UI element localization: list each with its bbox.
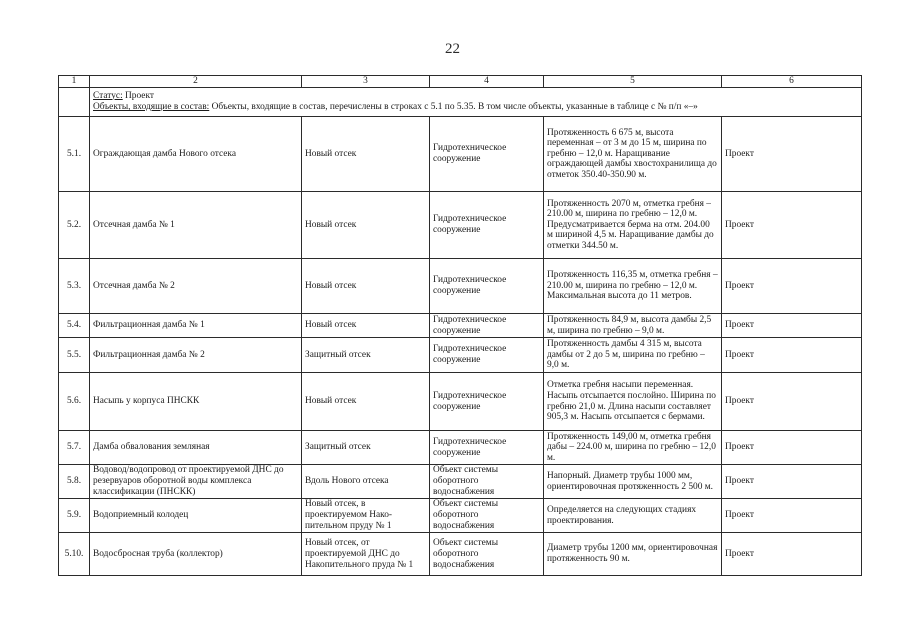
object-description: Протяженность 6 675 м, высота переменная – от 3 м до 15 м, ширина по гребню – 12,0 м. Наращивание ограждающей дамбы хвостохранилища до отметок 350.40-350.90 м. xyxy=(544,117,722,192)
object-description: Протяженность 149,00 м, отметка гребня дабы – 224.00 м, ширина по гребню – 12,0 м. xyxy=(544,431,722,465)
object-description: Протяженность дамбы 4 315 м, высота дамбы от 2 до 5 м, ширина по гребню – 9,0 м. xyxy=(544,338,722,373)
table-row xyxy=(59,338,862,373)
status-value: Проект xyxy=(122,90,154,101)
status-row xyxy=(59,88,862,117)
column-header: 2 xyxy=(90,76,302,88)
object-location: Вдоль Нового отсека xyxy=(302,465,430,499)
object-status: Проект xyxy=(722,117,862,192)
column-header: 6 xyxy=(722,76,862,88)
table-row xyxy=(59,117,862,192)
object-name: Отсечная дамба № 1 xyxy=(90,192,302,259)
status-label: Статус: xyxy=(93,90,123,101)
row-number: 5.2. xyxy=(59,192,90,259)
object-type: Объект системы оборотного водоснабжения xyxy=(430,465,544,499)
row-number: 5.5. xyxy=(59,338,90,373)
table-row xyxy=(59,373,862,431)
object-type: Гидротехническое сооружение xyxy=(430,431,544,465)
row-number: 5.7. xyxy=(59,431,90,465)
table-row xyxy=(59,192,862,259)
objects-value: Объекты, входящие в состав, перечислены в строках с 5.1 по 5.35. В том числе объекты, указанные в таблице с № п/п «–» xyxy=(209,102,698,112)
page-number: 22 xyxy=(445,41,460,57)
column-header: 5 xyxy=(544,76,722,88)
object-status: Проект xyxy=(722,259,862,314)
object-name: Отсечная дамба № 2 xyxy=(90,259,302,314)
row-number: 5.3. xyxy=(59,259,90,314)
table-row xyxy=(59,499,862,533)
object-description: Протяженность 2070 м, отметка гребня – 210.00 м, ширина по гребню – 12,0 м. Предусматривается берма на отм. 204.00 м шириной 4,5 м. Наращивание дамбы до отметки 344.50 м. xyxy=(544,192,722,259)
object-type: Гидротехническое сооружение xyxy=(430,192,544,259)
object-status: Проект xyxy=(722,465,862,499)
object-location: Новый отсек xyxy=(302,259,430,314)
object-location: Защитный отсек xyxy=(302,338,430,373)
row-number: 5.8. xyxy=(59,465,90,499)
status-line xyxy=(93,91,858,103)
table-row xyxy=(59,259,862,314)
object-description: Напорный. Диаметр трубы 1000 мм, ориентировочная протяженность 2 500 м. xyxy=(544,465,722,499)
object-name: Дамба обвалования земляная xyxy=(90,431,302,465)
object-description: Отметка гребня насыпи переменная. Насыпь отсыпается послойно. Ширина по гребню 21,0 м. Длина насыпи составляет 905,3 м. Насыпь отсыпается с бермами. xyxy=(544,373,722,431)
object-location: Новый отсек, в проектируемом Нако-пительном пруду № 1 xyxy=(302,499,430,533)
object-type: Объект системы оборотного водоснабжения xyxy=(430,533,544,576)
object-type: Гидротехническое сооружение xyxy=(430,338,544,373)
object-name: Водоприемный колодец xyxy=(90,499,302,533)
row-number: 5.9. xyxy=(59,499,90,533)
row-number: 5.4. xyxy=(59,314,90,338)
table-header-row xyxy=(59,76,862,88)
column-header: 4 xyxy=(430,76,544,88)
object-type: Гидротехническое сооружение xyxy=(430,259,544,314)
object-location: Защитный отсек xyxy=(302,431,430,465)
object-name: Водовод/водопровод от проектируемой ДНС до резервуаров оборотной воды комплекса классификации (ПНСКК) xyxy=(90,465,302,499)
object-status: Проект xyxy=(722,499,862,533)
row-number: 5.6. xyxy=(59,373,90,431)
object-name: Фильтрационная дамба № 2 xyxy=(90,338,302,373)
object-status: Проект xyxy=(722,373,862,431)
object-location: Новый отсек, от проектируемой ДНС до Накопительного пруда № 1 xyxy=(302,533,430,576)
object-status: Проект xyxy=(722,314,862,338)
object-description: Диаметр трубы 1200 мм, ориентировочная протяженность 90 м. xyxy=(544,533,722,576)
column-header: 3 xyxy=(302,76,430,88)
object-status: Проект xyxy=(722,338,862,373)
object-description: Определяется на следующих стадиях проектирования. xyxy=(544,499,722,533)
object-description: Протяженность 84,9 м, высота дамбы 2,5 м, ширина по гребню – 9,0 м. xyxy=(544,314,722,338)
object-status: Проект xyxy=(722,431,862,465)
object-type: Гидротехническое сооружение xyxy=(430,314,544,338)
object-description: Протяженность 116,35 м, отметка гребня – 210.00 м, ширина по гребню – 12,0 м. Максимальная высота до 11 метров. xyxy=(544,259,722,314)
object-location: Новый отсек xyxy=(302,192,430,259)
object-status: Проект xyxy=(722,192,862,259)
object-name: Фильтрационная дамба № 1 xyxy=(90,314,302,338)
object-type: Гидротехническое сооружение xyxy=(430,373,544,431)
table-row xyxy=(59,465,862,499)
object-type: Объект системы оборотного водоснабжения xyxy=(430,499,544,533)
object-name: Ограждающая дамба Нового отсека xyxy=(90,117,302,192)
table-row xyxy=(59,533,862,576)
object-location: Новый отсек xyxy=(302,373,430,431)
table-row xyxy=(59,431,862,465)
object-type: Гидротехническое сооружение xyxy=(430,117,544,192)
table-row xyxy=(59,314,862,338)
status-cell xyxy=(90,88,862,117)
row-number: 5.1. xyxy=(59,117,90,192)
objects-table xyxy=(58,75,862,576)
object-location: Новый отсек xyxy=(302,117,430,192)
object-status: Проект xyxy=(722,533,862,576)
objects-label: Объекты, входящие в состав: xyxy=(93,102,210,112)
objects-line xyxy=(93,102,858,114)
object-name: Водосбросная труба (коллектор) xyxy=(90,533,302,576)
object-location: Новый отсек xyxy=(302,314,430,338)
object-name: Насыпь у корпуса ПНСКК xyxy=(90,373,302,431)
column-header: 1 xyxy=(59,76,90,88)
row-number: 5.10. xyxy=(59,533,90,576)
